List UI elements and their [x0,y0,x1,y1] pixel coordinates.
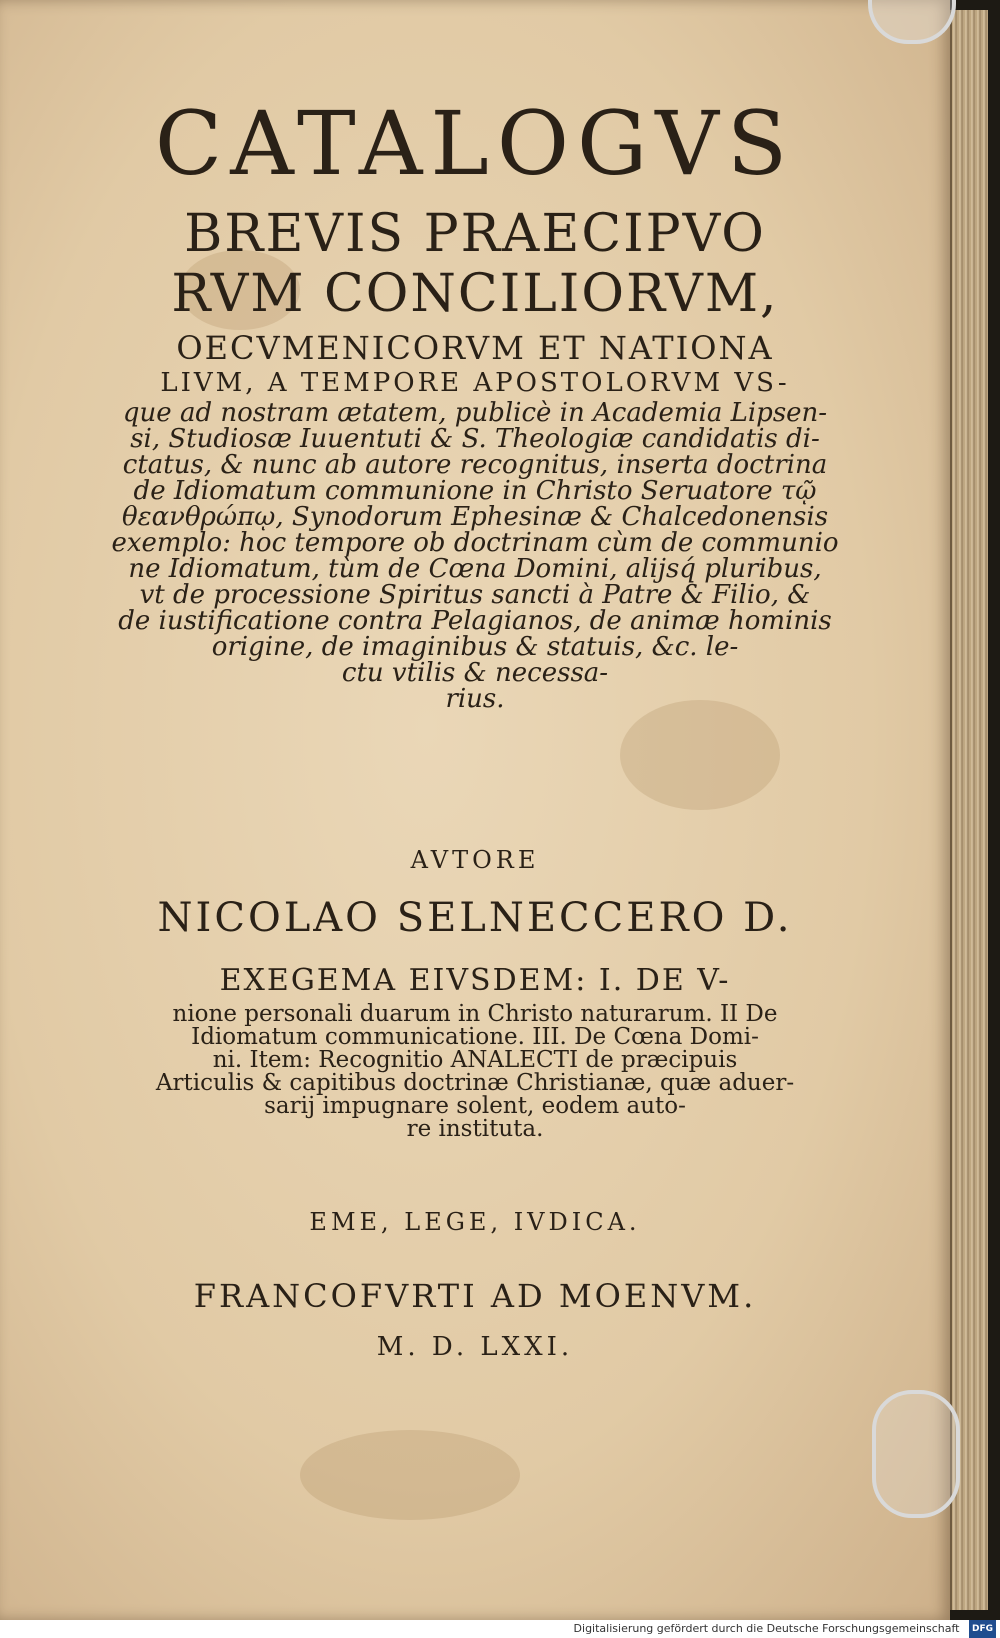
exegema-line: Articulis & capitibus doctrinæ Christianæ, quæ aduer- [155,1070,795,1096]
italic-line: origine, de imaginibus & statuis, &c. le- [211,632,739,662]
exegema-line: sarij impugnare solent, eodem auto- [264,1093,686,1119]
paper-stain [300,1430,520,1520]
page-edges [950,10,988,1610]
author-name: NICOLAO SELNECCERO D. [157,895,793,941]
italic-line: exemplo: hoc tempore ob doctrinam cùm de communio [111,528,839,558]
paper-stain [620,700,780,810]
italic-line: de iustificatione contra Pelagianos, de animæ hominis [118,606,832,636]
exegema-text [40,1003,910,1141]
imprint-year: M. D. LXXI. [376,1332,574,1362]
title-caps-line: LIVM, A TEMPORE APOSTOLORVM VS- [160,368,790,398]
italic-line: rius. [445,684,505,714]
title-caps-line: OECVMENICORVM ET NATIONA [176,329,774,367]
autore-label: AVTORE [410,846,540,874]
title-caps-line: BREVIS PRAECIPVO [184,204,766,264]
exegema-line: Idiomatum communicatione. III. De Cœna Domi- [191,1024,759,1050]
exegema-line: nione personali duarum in Christo naturarum. II De [172,1001,778,1027]
dfg-logo: DFG [969,1620,996,1638]
italic-line: ne Idiomatum, tùm de Cœna Domini, alijsq́ pluribus, [128,554,822,584]
exegema-line: ni. Item: Recognitio ANALECTI de præcipuis [212,1047,738,1073]
italic-line: que ad nostram ætatem, publicè in Academia Lipsen- [122,398,828,428]
italic-line: si, Studiosæ Iuuentuti & S. Theologiæ candidatis di- [130,424,820,454]
italic-line: vt de processione Spiritus sancti à Patre & Filio, & [139,580,811,610]
italic-line: ctu vtilis & necessa- [341,658,609,688]
motto: EME, LEGE, IVDICA. [309,1208,641,1236]
digitization-footer [0,1620,1000,1638]
funding-notice: Digitalisierung gefördert durch die Deutsche Forschungsgemeinschaft [573,1622,960,1635]
title-italic-description [40,400,910,712]
imprint-place: FRANCOFVRTI AD MOENVM. [193,1277,757,1315]
exegema-heading: EXEGEMA EIVSDEM: I. DE V- [219,963,731,998]
italic-line: de Idiomatum communione in Christo Seruatore τῷ [133,476,817,506]
italic-line: ctatus, & nunc ab autore recognitus, inserta doctrina [122,450,828,480]
italic-line: θεανθρώπῳ, Synodorum Ephesinæ & Chalcedonensis [121,502,829,532]
book-title: CATALOGVS [154,92,796,195]
book-clip-bottom [872,1390,960,1518]
exegema-line: re instituta. [406,1116,544,1142]
title-caps-line: RVM CONCILIORVM, [171,264,779,324]
